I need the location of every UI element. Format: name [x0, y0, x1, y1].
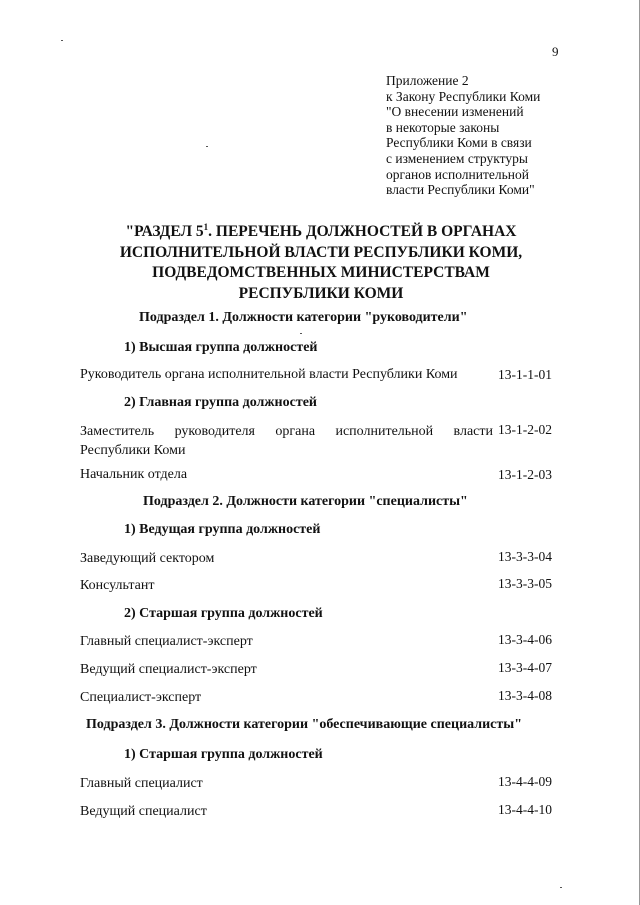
scan-speck	[206, 146, 208, 147]
section-title-line4: РЕСПУБЛИКИ КОМИ	[238, 284, 404, 302]
position-code: 13-4-4-10	[498, 802, 552, 817]
appendix-line: Приложение 2	[386, 73, 469, 88]
position-code: 13-1-1-01	[498, 367, 552, 382]
position-name: Руководитель органа исполнительной власти Республики Коми	[80, 367, 458, 382]
scan-speck	[61, 40, 63, 41]
group-heading: 1) Ведущая группа должностей	[124, 522, 321, 537]
appendix-line: в некоторые законы	[386, 119, 500, 135]
subsection-title: Подраздел 3. Должности категории "обеспечивающие специалисты"	[86, 717, 522, 732]
position-code: 13-4-4-09	[498, 774, 552, 789]
position-code: 13-3-4-07	[498, 660, 552, 675]
position-code: 13-1-2-03	[498, 467, 552, 482]
subsection-title: Подраздел 1. Должности категории "руководители"	[139, 310, 468, 325]
position-code: 13-3-4-08	[498, 688, 552, 703]
position-code: 13-1-2-02	[498, 422, 552, 437]
page-number: 9	[552, 44, 559, 59]
appendix-reference	[386, 73, 540, 198]
appendix-line: власти Республики Коми"	[386, 182, 535, 198]
group-heading: 2) Главная группа должностей	[124, 395, 317, 410]
group-heading: 1) Старшая группа должностей	[124, 747, 323, 762]
scan-speck	[560, 887, 562, 888]
appendix-line: "О внесении изменений	[386, 104, 524, 120]
group-heading: 1) Высшая группа должностей	[124, 340, 318, 355]
section-title-line1: . ПЕРЕЧЕНЬ ДОЛЖНОСТЕЙ В ОРГАНАХ	[208, 223, 517, 240]
position-name: Ведущий специалист-эксперт	[80, 662, 257, 677]
section-title-superscript: 1	[203, 222, 209, 232]
position-code: 13-3-3-05	[498, 576, 552, 591]
position-code: 13-3-4-06	[498, 632, 552, 647]
position-name: Консультант	[80, 578, 155, 593]
position-name: Главный специалист-эксперт	[80, 634, 253, 649]
appendix-line: Республики Коми в связи	[386, 135, 532, 151]
scan-speck	[300, 333, 302, 334]
section-title-line2: ИСПОЛНИТЕЛЬНОЙ ВЛАСТИ РЕСПУБЛИКИ КОМИ,	[119, 243, 523, 261]
appendix-line: к Закону Республики Коми	[386, 88, 541, 104]
section-title-line3: ПОДВЕДОМСТВЕННЫХ МИНИСТЕРСТВАМ	[152, 264, 490, 281]
position-name: Ведущий специалист	[80, 804, 207, 819]
position-name: Заместитель руководителя органа исполнительной власти Республики Коми	[80, 424, 493, 458]
section-title-prefix: "РАЗДЕЛ 5	[125, 223, 204, 240]
appendix-line: с изменением структуры	[386, 150, 528, 166]
appendix-line: органов исполнительной	[386, 166, 529, 182]
group-heading: 2) Старшая группа должностей	[124, 606, 323, 621]
position-name: Начальник отдела	[80, 467, 188, 482]
subsection-title: Подраздел 2. Должности категории "специалисты"	[143, 494, 468, 509]
position-name: Специалист-эксперт	[80, 690, 202, 705]
position-code: 13-3-3-04	[498, 549, 552, 564]
section-title	[96, 222, 546, 304]
position-name: Главный специалист	[80, 776, 203, 791]
position-name: Заведующий сектором	[80, 551, 215, 566]
